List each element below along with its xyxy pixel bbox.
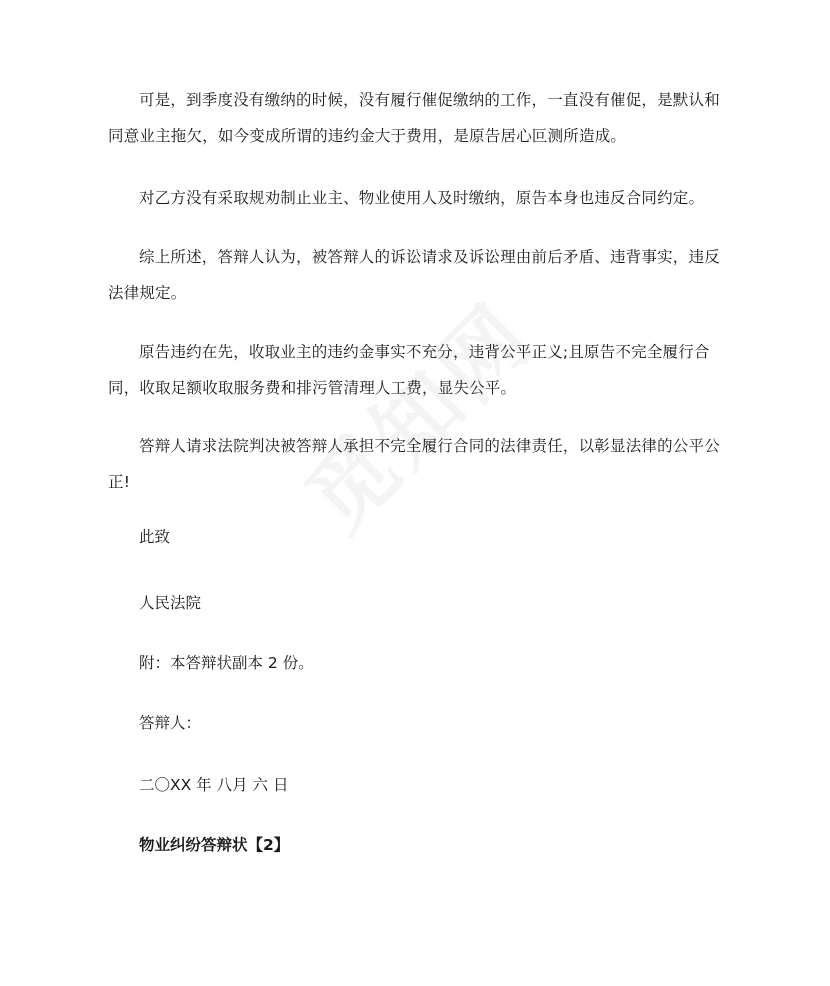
paragraph-2: 对乙方没有采取规劝制止业主、物业使用人及时缴纳，原告本身也违反合同约定。 [139, 189, 705, 207]
closing-salutation: 此致 [139, 528, 171, 546]
signer-label: 答辩人： [139, 714, 202, 732]
paragraph-4: 原告违约在先，收取业主的违约金事实不充分，违背公平正义;且原告不完全履行合同，收取足额收取服务费和排污管清理人工费，显失公平。 [108, 343, 710, 397]
signature-date: 二〇XX 年 八月 六 日 [139, 776, 289, 794]
court-name: 人民法院 [139, 594, 202, 612]
attachment-note: 附：本答辩状副本 2 份。 [139, 654, 314, 672]
paragraph-1: 可是，到季度没有缴纳的时候，没有履行催促缴纳的工作，一直没有催促，是默认和同意业主拖欠，如今变成所谓的违约金大于费用，是原告居心叵测所造成。 [108, 91, 720, 145]
paragraph-5: 答辩人请求法院判决被答辩人承担不完全履行合同的法律责任，以彰显法律的公平公正! [108, 437, 720, 491]
next-section-heading: 物业纠纷答辩状【2】 [139, 836, 290, 854]
paragraph-3: 综上所述，答辩人认为，被答辩人的诉讼请求及诉讼理由前后矛盾、违背事实，违反法律规定。 [108, 248, 720, 302]
